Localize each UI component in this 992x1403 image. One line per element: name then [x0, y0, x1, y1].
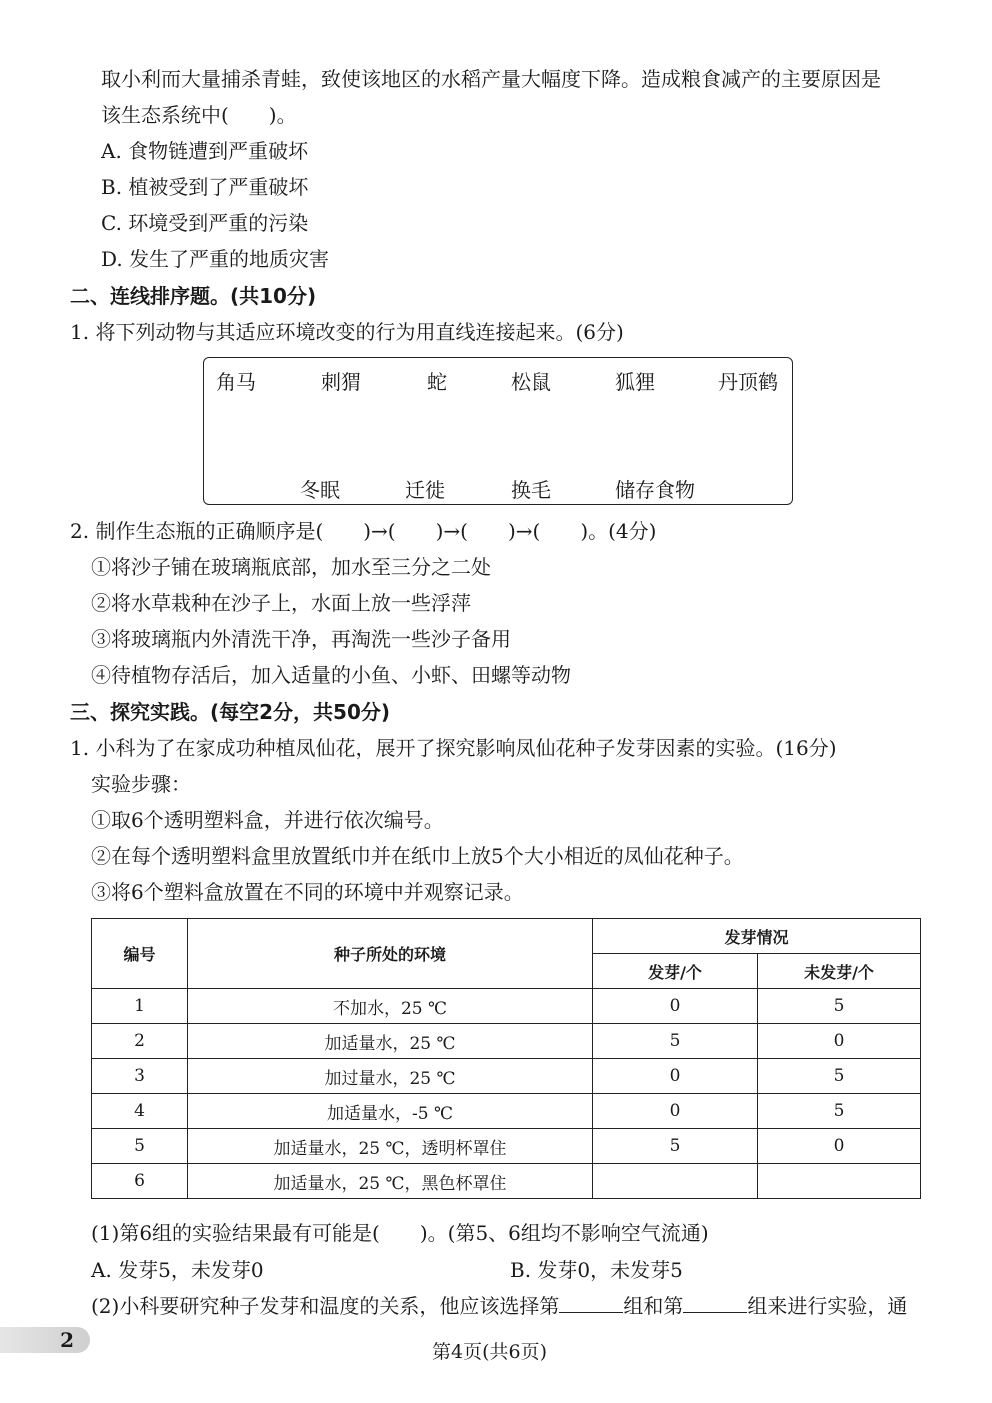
cell-env: 加过量水，25 ℃ [188, 1059, 593, 1094]
animal-1: 角马 [216, 370, 256, 394]
section-3-q1: 1. 小科为了在家成功种植凤仙花，展开了探究影响凤仙花种子发芽因素的实验。(16分) [70, 736, 837, 760]
step-3: ③将玻璃瓶内外清洗干净，再淘洗一些沙子备用 [91, 627, 511, 651]
page-number: 第4页(共6页) [432, 1341, 548, 1363]
animal-4: 松鼠 [511, 370, 551, 394]
section-2-q2: 2. 制作生态瓶的正确顺序是( )→( )→( )→( )。(4分) [70, 519, 657, 543]
cell-yes: 5 [593, 1024, 758, 1059]
cell-id: 4 [92, 1094, 188, 1129]
exp-step-1: ①取6个透明塑料盒，并进行依次编号。 [91, 808, 444, 832]
step-2: ②将水草栽种在沙子上，水面上放一些浮萍 [91, 591, 471, 615]
cell-no: 5 [758, 1094, 921, 1129]
exp-step-2: ②在每个透明塑料盒里放置纸巾并在纸巾上放5个大小相近的凤仙花种子。 [91, 844, 744, 868]
animal-6: 丹顶鹤 [718, 370, 778, 394]
animal-3: 蛇 [427, 370, 447, 394]
cell-env: 加适量水，25 ℃，透明杯罩住 [188, 1129, 593, 1164]
header-result: 发芽情况 [593, 919, 921, 954]
cell-id: 5 [92, 1129, 188, 1164]
behavior-4: 储存食物 [615, 478, 695, 502]
experiment-table [91, 918, 921, 1199]
header-env: 种子所处的环境 [188, 919, 593, 989]
section-2-title: 二、连线排序题。(共10分) [70, 284, 317, 308]
question-text-line2: 该生态系统中( )。 [101, 103, 297, 127]
exp-step-3: ③将6个塑料盒放置在不同的环境中并观察记录。 [91, 880, 524, 904]
step-1: ①将沙子铺在玻璃瓶底部，加水至三分之二处 [91, 555, 491, 579]
animal-2: 刺猬 [321, 370, 361, 394]
table-row [92, 989, 921, 1024]
sub2-part-c: 组来进行实验，通 [747, 1294, 908, 1318]
step-4: ④待植物存活后，加入适量的小鱼、小虾、田螺等动物 [91, 663, 571, 687]
option-c: C. 环境受到严重的污染 [101, 211, 309, 235]
behavior-3: 换毛 [511, 478, 551, 502]
cell-no: 0 [758, 1024, 921, 1059]
question-text-line1: 取小利而大量捕杀青蛙，致使该地区的水稻产量大幅度下降。造成粮食减产的主要原因是 [101, 67, 881, 91]
behavior-2: 迁徙 [405, 478, 445, 502]
option-a: A. 食物链遭到严重破坏 [101, 139, 309, 163]
sub-question-2 [91, 1293, 907, 1319]
animal-5: 狐狸 [615, 370, 655, 394]
table-row [92, 1024, 921, 1059]
cell-env: 加适量水，25 ℃ [188, 1024, 593, 1059]
page-badge-number: 2 [60, 1328, 74, 1352]
cell-no [758, 1164, 921, 1199]
sub2-part-a: (2)小科要研究种子发芽和温度的关系，他应该选择第 [91, 1294, 560, 1318]
sub2-part-b: 组和第 [623, 1294, 684, 1318]
header-not-germinated: 未发芽/个 [758, 954, 921, 989]
section-3-title: 三、探究实践。(每空2分，共50分) [70, 700, 391, 724]
sub1-option-a: A. 发芽5，未发芽0 [91, 1258, 264, 1282]
cell-env: 不加水，25 ℃ [188, 989, 593, 1024]
cell-env: 加适量水，-5 ℃ [188, 1094, 593, 1129]
matching-box [203, 357, 793, 505]
answer-blank-2[interactable] [683, 1294, 747, 1313]
table-row [92, 1164, 921, 1199]
cell-yes: 0 [593, 1094, 758, 1129]
section-2-q1: 1. 将下列动物与其适应环境改变的行为用直线连接起来。(6分) [70, 320, 624, 344]
cell-yes: 5 [593, 1129, 758, 1164]
cell-yes: 0 [593, 989, 758, 1024]
cell-yes: 0 [593, 1059, 758, 1094]
cell-no: 5 [758, 1059, 921, 1094]
header-germinated: 发芽/个 [593, 954, 758, 989]
cell-yes [593, 1164, 758, 1199]
behavior-1: 冬眠 [300, 478, 340, 502]
option-b: B. 植被受到了严重破坏 [101, 175, 309, 199]
cell-id: 6 [92, 1164, 188, 1199]
table-row [92, 1094, 921, 1129]
option-d: D. 发生了严重的地质灾害 [101, 247, 330, 271]
sub1-option-b: B. 发芽0，未发芽5 [510, 1258, 683, 1282]
table-row [92, 1059, 921, 1094]
cell-id: 3 [92, 1059, 188, 1094]
steps-title: 实验步骤： [91, 772, 191, 796]
cell-env: 加适量水，25 ℃，黑色杯罩住 [188, 1164, 593, 1199]
cell-id: 1 [92, 989, 188, 1024]
table-row [92, 1129, 921, 1164]
header-id: 编号 [92, 919, 188, 989]
cell-no: 5 [758, 989, 921, 1024]
cell-no: 0 [758, 1129, 921, 1164]
page-badge [0, 1327, 90, 1353]
sub-question-1: (1)第6组的实验结果最有可能是( )。(第5、6组均不影响空气流通) [91, 1221, 709, 1245]
cell-id: 2 [92, 1024, 188, 1059]
answer-blank-1[interactable] [559, 1294, 623, 1313]
